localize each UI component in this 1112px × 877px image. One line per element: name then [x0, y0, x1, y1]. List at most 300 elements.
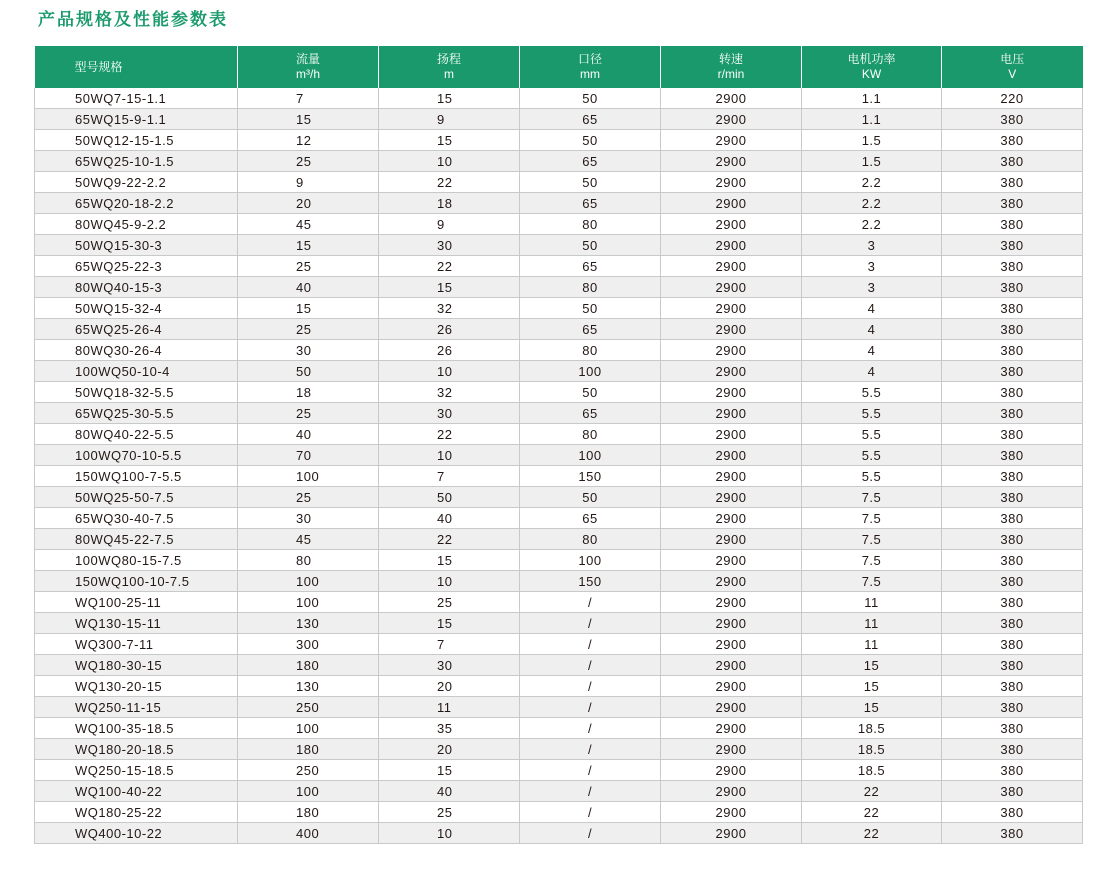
- table-cell: 9: [379, 109, 520, 130]
- table-cell: 65: [520, 319, 661, 340]
- column-header: [661, 46, 802, 88]
- table-cell: 150WQ100-10-7.5: [35, 571, 238, 592]
- table-cell: 50WQ15-30-3: [35, 235, 238, 256]
- table-cell: /: [520, 676, 661, 697]
- table-cell: 1.5: [802, 130, 942, 151]
- table-cell: 9: [379, 214, 520, 235]
- table-cell: 4: [802, 340, 942, 361]
- table-cell: 80: [238, 550, 379, 571]
- table-cell: 100: [520, 361, 661, 382]
- table-cell: 50WQ25-50-7.5: [35, 487, 238, 508]
- table-cell: 26: [379, 319, 520, 340]
- table-row: [35, 592, 1083, 613]
- column-header: [942, 46, 1083, 88]
- table-cell: 65: [520, 256, 661, 277]
- table-cell: 2900: [661, 109, 802, 130]
- table-cell: 7.5: [802, 487, 942, 508]
- table-cell: 22: [379, 424, 520, 445]
- table-cell: 380: [942, 361, 1083, 382]
- table-cell: 2900: [661, 781, 802, 802]
- table-cell: 65: [520, 193, 661, 214]
- table-cell: 100: [238, 592, 379, 613]
- table-cell: 15: [802, 697, 942, 718]
- table-row: [35, 277, 1083, 298]
- table-cell: 380: [942, 235, 1083, 256]
- column-header-label: 流量: [295, 52, 320, 66]
- table-row: [35, 760, 1083, 781]
- table-cell: 65: [520, 508, 661, 529]
- table-cell: 80: [520, 214, 661, 235]
- table-cell: 100: [238, 718, 379, 739]
- table-cell: 65WQ30-40-7.5: [35, 508, 238, 529]
- table-cell: 5.5: [802, 445, 942, 466]
- table-cell: 380: [942, 802, 1083, 823]
- table-cell: 380: [942, 277, 1083, 298]
- table-cell: 2900: [661, 88, 802, 109]
- table-cell: 2900: [661, 697, 802, 718]
- table-cell: WQ250-15-18.5: [35, 760, 238, 781]
- table-cell: 50: [379, 487, 520, 508]
- table-cell: 50: [520, 235, 661, 256]
- table-cell: 4: [802, 298, 942, 319]
- table-cell: 100: [520, 550, 661, 571]
- table-cell: 65WQ20-18-2.2: [35, 193, 238, 214]
- table-cell: 250: [238, 697, 379, 718]
- table-cell: 2900: [661, 760, 802, 781]
- table-cell: 2.2: [802, 172, 942, 193]
- table-row: [35, 802, 1083, 823]
- column-header: [35, 46, 238, 88]
- table-cell: 10: [379, 823, 520, 844]
- table-cell: 7.5: [802, 550, 942, 571]
- table-cell: 150: [520, 466, 661, 487]
- table-cell: 15: [802, 676, 942, 697]
- table-body: [35, 88, 1083, 844]
- table-cell: WQ180-30-15: [35, 655, 238, 676]
- table-cell: 65WQ25-30-5.5: [35, 403, 238, 424]
- table-cell: 380: [942, 340, 1083, 361]
- table-cell: 2900: [661, 739, 802, 760]
- table-cell: 2900: [661, 823, 802, 844]
- table-cell: 2900: [661, 130, 802, 151]
- table-cell: 220: [942, 88, 1083, 109]
- column-header-unit: V: [1008, 67, 1017, 81]
- table-cell: /: [520, 781, 661, 802]
- table-row: [35, 466, 1083, 487]
- table-cell: 380: [942, 718, 1083, 739]
- table-cell: 50: [520, 130, 661, 151]
- table-row: [35, 823, 1083, 844]
- table-cell: 11: [802, 592, 942, 613]
- table-cell: WQ180-25-22: [35, 802, 238, 823]
- table-cell: 100: [238, 571, 379, 592]
- table-row: [35, 88, 1083, 109]
- table-cell: 30: [379, 655, 520, 676]
- table-row: [35, 697, 1083, 718]
- table-cell: 15: [238, 235, 379, 256]
- table-cell: 32: [379, 298, 520, 319]
- table-cell: 22: [379, 172, 520, 193]
- table-cell: 380: [942, 403, 1083, 424]
- table-cell: 2900: [661, 634, 802, 655]
- table-cell: 380: [942, 319, 1083, 340]
- table-cell: 18: [238, 382, 379, 403]
- table-cell: 50: [520, 172, 661, 193]
- table-cell: 50: [520, 88, 661, 109]
- table-cell: 2900: [661, 655, 802, 676]
- table-cell: 1.1: [802, 88, 942, 109]
- table-row: [35, 361, 1083, 382]
- table-cell: 80: [520, 277, 661, 298]
- table-row: [35, 256, 1083, 277]
- table-cell: 180: [238, 655, 379, 676]
- table-cell: 2900: [661, 361, 802, 382]
- table-cell: 50WQ9-22-2.2: [35, 172, 238, 193]
- table-cell: 380: [942, 214, 1083, 235]
- table-cell: 40: [238, 277, 379, 298]
- table-cell: 10: [379, 361, 520, 382]
- table-cell: 2900: [661, 403, 802, 424]
- table-cell: 25: [238, 151, 379, 172]
- table-cell: 130: [238, 613, 379, 634]
- table-cell: 2900: [661, 214, 802, 235]
- table-cell: /: [520, 592, 661, 613]
- table-cell: 15: [379, 88, 520, 109]
- table-cell: 15: [379, 550, 520, 571]
- table-row: [35, 529, 1083, 550]
- table-row: [35, 424, 1083, 445]
- table-row: [35, 445, 1083, 466]
- table-cell: 25: [238, 487, 379, 508]
- table-cell: 2900: [661, 613, 802, 634]
- table-cell: 35: [379, 718, 520, 739]
- table-row: [35, 655, 1083, 676]
- table-cell: 380: [942, 697, 1083, 718]
- table-cell: 7.5: [802, 571, 942, 592]
- table-cell: 380: [942, 592, 1083, 613]
- table-row: [35, 130, 1083, 151]
- table-cell: 150: [520, 571, 661, 592]
- table-cell: 100WQ50-10-4: [35, 361, 238, 382]
- table-cell: 22: [802, 781, 942, 802]
- table-cell: 380: [942, 676, 1083, 697]
- table-cell: 380: [942, 193, 1083, 214]
- table-cell: 2900: [661, 424, 802, 445]
- column-header-label: 电机功率: [847, 52, 896, 66]
- table-cell: 3: [802, 277, 942, 298]
- table-cell: 80WQ45-9-2.2: [35, 214, 238, 235]
- table-cell: WQ100-35-18.5: [35, 718, 238, 739]
- table-cell: /: [520, 718, 661, 739]
- table-cell: 15: [379, 760, 520, 781]
- table-row: [35, 298, 1083, 319]
- table-cell: 380: [942, 109, 1083, 130]
- column-header-label: 转速: [718, 52, 743, 66]
- table-cell: 80: [520, 529, 661, 550]
- table-cell: 25: [238, 256, 379, 277]
- table-cell: 7.5: [802, 508, 942, 529]
- table-cell: 5.5: [802, 424, 942, 445]
- table-cell: WQ400-10-22: [35, 823, 238, 844]
- table-cell: 380: [942, 424, 1083, 445]
- table-cell: 25: [379, 592, 520, 613]
- table-row: [35, 613, 1083, 634]
- table-cell: 20: [238, 193, 379, 214]
- table-row: [35, 508, 1083, 529]
- table-cell: /: [520, 739, 661, 760]
- table-cell: 2900: [661, 340, 802, 361]
- column-header: [379, 46, 520, 88]
- table-cell: 2900: [661, 382, 802, 403]
- table-cell: 1.1: [802, 109, 942, 130]
- table-cell: 50: [520, 382, 661, 403]
- table-cell: 65: [520, 403, 661, 424]
- table-cell: 3: [802, 256, 942, 277]
- table-cell: WQ130-15-11: [35, 613, 238, 634]
- column-header-unit: m: [444, 67, 454, 81]
- table-cell: 15: [238, 109, 379, 130]
- table-cell: WQ300-7-11: [35, 634, 238, 655]
- table-cell: 50: [520, 298, 661, 319]
- table-cell: 380: [942, 613, 1083, 634]
- table-cell: 380: [942, 298, 1083, 319]
- table-cell: 2900: [661, 151, 802, 172]
- table-cell: 65WQ15-9-1.1: [35, 109, 238, 130]
- table-cell: 22: [379, 256, 520, 277]
- table-cell: 150WQ100-7-5.5: [35, 466, 238, 487]
- table-cell: 30: [238, 508, 379, 529]
- table-header-row: [35, 46, 1083, 88]
- column-header-label: 型号规格: [74, 59, 123, 74]
- table-cell: 4: [802, 319, 942, 340]
- table-row: [35, 235, 1083, 256]
- table-cell: 18.5: [802, 760, 942, 781]
- table-cell: 2900: [661, 550, 802, 571]
- table-cell: 380: [942, 823, 1083, 844]
- table-cell: 2900: [661, 466, 802, 487]
- table-row: [35, 382, 1083, 403]
- table-cell: 30: [238, 340, 379, 361]
- table-cell: 380: [942, 739, 1083, 760]
- table-cell: 380: [942, 760, 1083, 781]
- table-cell: /: [520, 760, 661, 781]
- table-cell: 45: [238, 214, 379, 235]
- table-row: [35, 718, 1083, 739]
- table-cell: 65: [520, 109, 661, 130]
- table-cell: 22: [802, 823, 942, 844]
- table-cell: 40: [379, 781, 520, 802]
- table-cell: 3: [802, 235, 942, 256]
- table-cell: /: [520, 697, 661, 718]
- table-cell: 65WQ25-22-3: [35, 256, 238, 277]
- table-cell: 2900: [661, 802, 802, 823]
- table-row: [35, 151, 1083, 172]
- table-cell: 70: [238, 445, 379, 466]
- table-row: [35, 319, 1083, 340]
- table-cell: 2900: [661, 718, 802, 739]
- table-cell: 1.5: [802, 151, 942, 172]
- column-header-unit: KW: [861, 67, 882, 81]
- table-cell: 2900: [661, 277, 802, 298]
- table-cell: /: [520, 613, 661, 634]
- table-cell: 250: [238, 760, 379, 781]
- table-cell: 2900: [661, 172, 802, 193]
- table-cell: 26: [379, 340, 520, 361]
- table-cell: 380: [942, 781, 1083, 802]
- table-cell: 2900: [661, 298, 802, 319]
- table-cell: 10: [379, 151, 520, 172]
- table-cell: 5.5: [802, 382, 942, 403]
- table-cell: WQ130-20-15: [35, 676, 238, 697]
- table-cell: 400: [238, 823, 379, 844]
- table-cell: 100WQ80-15-7.5: [35, 550, 238, 571]
- table-cell: 65WQ25-10-1.5: [35, 151, 238, 172]
- table-cell: 380: [942, 130, 1083, 151]
- table-cell: 25: [379, 802, 520, 823]
- table-cell: 50WQ12-15-1.5: [35, 130, 238, 151]
- table-cell: /: [520, 655, 661, 676]
- table-cell: 45: [238, 529, 379, 550]
- table-cell: 4: [802, 361, 942, 382]
- column-header-unit: r/min: [717, 67, 745, 81]
- table-cell: 40: [238, 424, 379, 445]
- table-cell: 180: [238, 739, 379, 760]
- table-cell: 9: [238, 172, 379, 193]
- table-cell: 7.5: [802, 529, 942, 550]
- table-row: [35, 214, 1083, 235]
- column-header-unit: m³/h: [296, 67, 320, 81]
- table-cell: WQ100-40-22: [35, 781, 238, 802]
- table-cell: 11: [802, 634, 942, 655]
- table-cell: 80WQ40-22-5.5: [35, 424, 238, 445]
- column-header: [238, 46, 379, 88]
- table-cell: 380: [942, 256, 1083, 277]
- table-cell: WQ100-25-11: [35, 592, 238, 613]
- table-cell: 20: [379, 676, 520, 697]
- table-cell: 2900: [661, 487, 802, 508]
- table-row: [35, 550, 1083, 571]
- table-row: [35, 781, 1083, 802]
- table-cell: 32: [379, 382, 520, 403]
- spec-table: [34, 46, 1083, 844]
- table-cell: 30: [379, 403, 520, 424]
- table-cell: 15: [238, 298, 379, 319]
- table-row: [35, 487, 1083, 508]
- table-cell: 100WQ70-10-5.5: [35, 445, 238, 466]
- table-cell: 22: [802, 802, 942, 823]
- table-cell: 380: [942, 466, 1083, 487]
- table-cell: 2900: [661, 235, 802, 256]
- table-cell: 180: [238, 802, 379, 823]
- table-cell: 380: [942, 151, 1083, 172]
- table-cell: 20: [379, 739, 520, 760]
- table-cell: 2900: [661, 193, 802, 214]
- table-cell: 380: [942, 445, 1083, 466]
- table-cell: /: [520, 802, 661, 823]
- table-row: [35, 193, 1083, 214]
- table-cell: WQ180-20-18.5: [35, 739, 238, 760]
- table-cell: 2900: [661, 676, 802, 697]
- table-cell: 18: [379, 193, 520, 214]
- table-cell: 380: [942, 550, 1083, 571]
- table-cell: 25: [238, 403, 379, 424]
- column-header: [520, 46, 661, 88]
- table-cell: /: [520, 634, 661, 655]
- table-row: [35, 634, 1083, 655]
- table-cell: 50WQ18-32-5.5: [35, 382, 238, 403]
- table-cell: 130: [238, 676, 379, 697]
- table-cell: 2900: [661, 256, 802, 277]
- table-cell: 100: [238, 781, 379, 802]
- table-cell: 380: [942, 571, 1083, 592]
- table-cell: 15: [379, 130, 520, 151]
- table-cell: 30: [379, 235, 520, 256]
- table-cell: 18.5: [802, 718, 942, 739]
- table-row: [35, 340, 1083, 361]
- table-cell: 10: [379, 445, 520, 466]
- table-cell: 80: [520, 424, 661, 445]
- table-cell: 50WQ15-32-4: [35, 298, 238, 319]
- table-cell: 7: [379, 466, 520, 487]
- table-cell: 50: [238, 361, 379, 382]
- column-header-label: 电压: [1000, 52, 1025, 66]
- table-cell: 18.5: [802, 739, 942, 760]
- table-cell: 12: [238, 130, 379, 151]
- table-row: [35, 739, 1083, 760]
- table-cell: 2900: [661, 529, 802, 550]
- table-cell: 380: [942, 508, 1083, 529]
- table-row: [35, 571, 1083, 592]
- table-cell: 11: [379, 697, 520, 718]
- column-header-label: 扬程: [436, 52, 461, 66]
- table-cell: 2900: [661, 571, 802, 592]
- table-row: [35, 676, 1083, 697]
- table-cell: 65WQ25-26-4: [35, 319, 238, 340]
- table-cell: /: [520, 823, 661, 844]
- table-cell: 80WQ40-15-3: [35, 277, 238, 298]
- column-header-label: 口径: [577, 52, 602, 66]
- table-cell: 40: [379, 508, 520, 529]
- table-cell: 80: [520, 340, 661, 361]
- table-row: [35, 172, 1083, 193]
- table-cell: 80WQ45-22-7.5: [35, 529, 238, 550]
- table-cell: 5.5: [802, 466, 942, 487]
- table-cell: 25: [238, 319, 379, 340]
- table-cell: 15: [379, 613, 520, 634]
- table-cell: 380: [942, 529, 1083, 550]
- table-cell: 50: [520, 487, 661, 508]
- table-cell: 22: [379, 529, 520, 550]
- table-cell: 2900: [661, 445, 802, 466]
- table-cell: 5.5: [802, 403, 942, 424]
- table-cell: 100: [520, 445, 661, 466]
- table-cell: 11: [802, 613, 942, 634]
- table-cell: 10: [379, 571, 520, 592]
- table-cell: 380: [942, 487, 1083, 508]
- table-cell: 380: [942, 382, 1083, 403]
- table-cell: 65: [520, 151, 661, 172]
- table-cell: 2900: [661, 508, 802, 529]
- table-cell: 380: [942, 172, 1083, 193]
- table-cell: 380: [942, 634, 1083, 655]
- page-title: 产品规格及性能参数表: [38, 10, 228, 30]
- table-cell: 7: [238, 88, 379, 109]
- table-cell: 2.2: [802, 214, 942, 235]
- table-cell: 2900: [661, 319, 802, 340]
- table-row: [35, 403, 1083, 424]
- table-cell: 2900: [661, 592, 802, 613]
- table-cell: 100: [238, 466, 379, 487]
